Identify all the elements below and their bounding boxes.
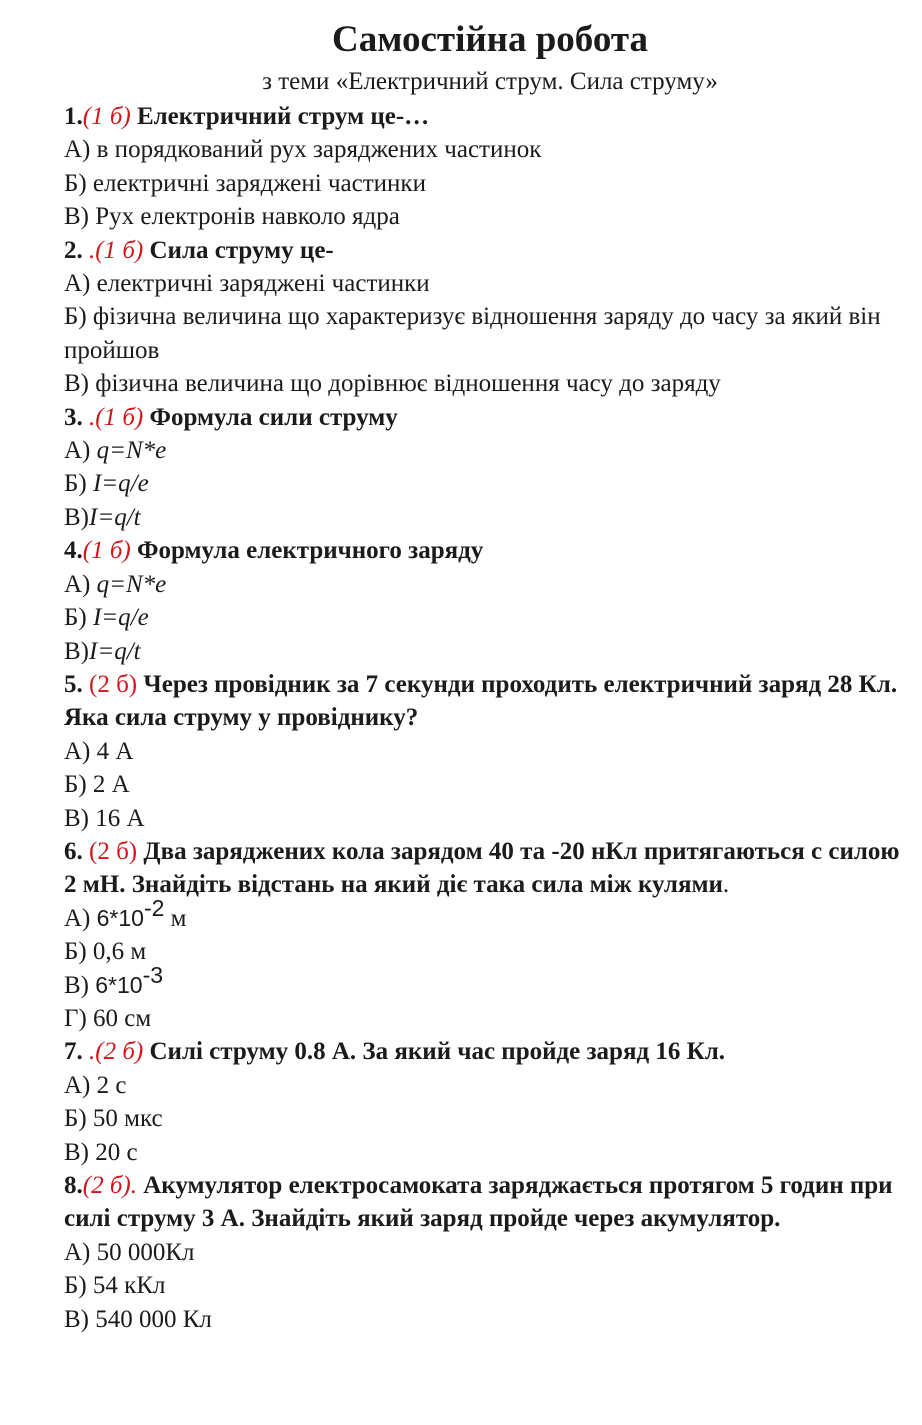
answer-option: В) 540 000 Кл [64, 1305, 212, 1333]
answer-option [64, 635, 914, 668]
question-text: Формула сили струму [143, 403, 398, 431]
question-text: Акумулятор електросамоката заряджається протягом 5 годин при силі струму 3 А. Знайдіть який заряд пройде через акумулятор. [64, 1172, 893, 1233]
question-number: 4. [64, 537, 83, 565]
answer-option [64, 601, 914, 634]
formula: q=N*e [96, 437, 167, 465]
answer-option [64, 434, 914, 467]
answer-option: Б) 50 мкс [64, 1105, 163, 1133]
answer-option: Б) 2 А [64, 771, 130, 799]
answer-option: А) 4 А [64, 737, 134, 765]
questions-list [64, 100, 914, 1336]
question-number: 2. [64, 236, 89, 264]
answer-option: А) 50 000Кл [64, 1238, 195, 1266]
option-label: А) [64, 437, 97, 465]
question-text: Сила струму це- [143, 236, 334, 264]
points-label: .(1 б) [89, 403, 144, 431]
question-6 [64, 835, 914, 902]
points-label: .(1 б) [89, 236, 144, 264]
answer-option: В) 16 А [64, 804, 145, 832]
answer-option [64, 568, 914, 601]
question-7 [64, 1035, 914, 1068]
option-label: А) [64, 570, 97, 598]
points-label: (1 б) [82, 537, 131, 565]
question-number: 3. [64, 403, 89, 431]
answer-option: А) електричні заряджені частинки [64, 270, 430, 298]
answer-option-continued: пройшов [64, 336, 160, 364]
question-number: 1. [64, 103, 83, 130]
question-3 [64, 401, 914, 434]
points-label: (1 б) [82, 103, 131, 130]
points-label: (2 б) [89, 670, 138, 698]
formula: I=q/e [92, 470, 149, 498]
answer-option: Б) електричні заряджені частинки [64, 169, 426, 197]
answer-option: В) фізична величина що дорівнює відношення часу до заряду [64, 370, 721, 398]
question-5 [64, 668, 914, 735]
answer-option: Б) 54 кКл [64, 1272, 166, 1300]
formula-base: 6*10 [95, 971, 143, 998]
answer-option [64, 467, 914, 500]
answer-option: В) Рух електронів навколо ядра [64, 203, 400, 231]
question-text: Електричний струм це-… [130, 103, 430, 130]
option-label: Б) [64, 470, 93, 498]
answer-option [64, 961, 914, 1002]
question-number: 6. [64, 837, 89, 865]
formula: I=q/t [89, 503, 141, 531]
answer-option: В) 20 с [64, 1138, 138, 1166]
question-text: Силі струму 0.8 А. За який час пройде заряд 16 Кл. [143, 1038, 726, 1066]
question-number: 8. [64, 1172, 83, 1199]
question-8 [64, 1169, 914, 1236]
option-label: А) [64, 904, 97, 932]
question-number: 5. [64, 670, 89, 698]
question-text: Формула електричного заряду [130, 537, 484, 565]
answer-option: Б) 0,6 м [64, 938, 147, 966]
question-text: Два заряджених кола зарядом 40 та -20 нКл притягаються с силою 2 мН. Знайдіть відстань на який діє така сила між кулями [64, 837, 900, 899]
formula: I=q/e [92, 604, 149, 632]
option-label: Б) [64, 604, 93, 632]
question-number: 7. [64, 1038, 89, 1066]
question-text: Через провідник за 7 секунди проходить електричний заряд 28 Кл. Яка сила струму у провіднику? [64, 670, 898, 732]
option-label: В) [64, 971, 96, 999]
option-label: В) [64, 637, 89, 665]
formula-exponent: -2 [143, 894, 165, 921]
answer-option [64, 501, 914, 534]
question-1 [64, 100, 914, 133]
answer-option: А) 2 с [64, 1071, 127, 1099]
question-end: . [722, 871, 730, 899]
question-4 [64, 534, 914, 567]
points-label: .(2 б) [89, 1038, 144, 1066]
answer-option: Б) фізична величина що характеризує відношення заряду до часу за який він [64, 303, 881, 331]
answer-option: Г) 60 см [64, 1004, 152, 1032]
formula: I=q/t [89, 637, 141, 665]
formula: q=N*e [96, 570, 167, 598]
answer-option [64, 894, 914, 935]
unit: м [164, 904, 187, 932]
formula-exponent: -3 [142, 961, 164, 988]
points-label: (2 б). [82, 1172, 137, 1199]
page-title: Самостійна робота [332, 19, 648, 60]
answer-option: А) в порядкований рух заряджених частинок [64, 136, 542, 164]
option-label: В) [64, 503, 89, 531]
formula-base: 6*10 [96, 904, 144, 931]
points-label: (2 б) [89, 837, 138, 865]
question-2 [64, 234, 914, 267]
page-subtitle: з теми «Електричний струм. Сила струму» [262, 68, 718, 95]
